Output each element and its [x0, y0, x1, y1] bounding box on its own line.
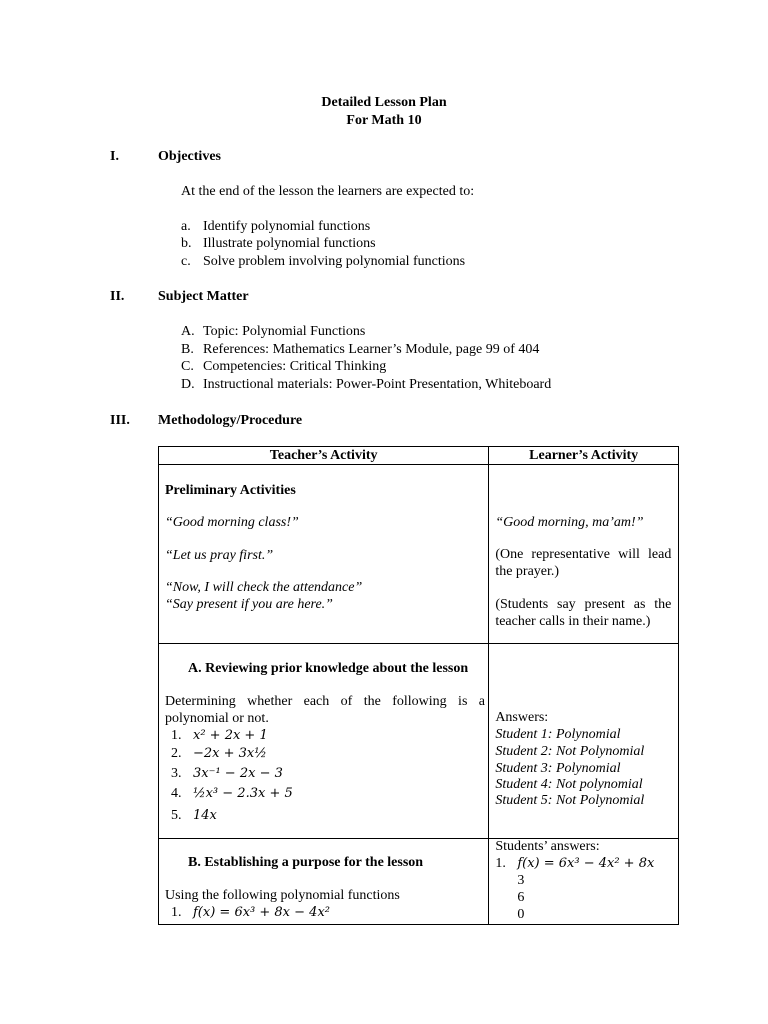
item-expression: 14x: [193, 808, 217, 823]
subject-item: [181, 376, 551, 393]
doc-subtitle: For Math 10: [346, 113, 422, 128]
objectives-intro: At the end of the lesson the learners are expected to:: [181, 184, 475, 199]
reviewing-item: [171, 745, 267, 762]
answer-line: Student 3: Polynomial: [495, 761, 621, 776]
reviewing-heading: A. Reviewing prior knowledge about the lesson: [188, 661, 469, 676]
students-answers-label: Students’ answers:: [495, 839, 600, 854]
doc-title: Detailed Lesson Plan: [321, 95, 447, 110]
section-3-numeral: III.: [110, 413, 130, 428]
item-expression: x² + 2x + 1: [193, 728, 268, 743]
reviewing-item: [171, 807, 217, 824]
table-row: [159, 839, 679, 925]
objective-text: Solve problem involving polynomial functions: [203, 254, 466, 269]
item-number: 1.: [171, 728, 182, 743]
reviewing-item: [171, 727, 268, 744]
item-number: 2.: [171, 746, 182, 761]
objective-item: [181, 218, 370, 235]
subject-label: D.: [181, 377, 195, 392]
student-value: 0: [517, 907, 525, 922]
answers-label: Answers:: [495, 710, 549, 725]
student-value: 6: [517, 890, 525, 905]
purpose-teacher-cell: [159, 839, 489, 925]
purpose-heading: B. Establishing a purpose for the lesson: [188, 855, 424, 870]
subject-item: [181, 323, 365, 340]
teacher-line: “Good morning class!”: [165, 515, 299, 530]
subject-item: [181, 341, 539, 358]
preliminary-heading: Preliminary Activities: [165, 483, 296, 498]
objective-item: [181, 253, 465, 270]
subject-text: Competencies: Critical Thinking: [203, 359, 387, 374]
item-number: 4.: [171, 786, 182, 801]
item-expression: 3x⁻¹ − 2x − 3: [193, 766, 283, 781]
purpose-learner-cell: [489, 839, 679, 925]
teacher-line: “Say present if you are here.”: [165, 597, 333, 612]
learner-line: (One representative will lead the prayer.): [495, 547, 672, 579]
teacher-line: “Let us pray first.”: [165, 548, 274, 563]
reviewing-item: [171, 765, 283, 782]
subject-text: Topic: Polynomial Functions: [203, 324, 366, 339]
subject-text: References: Mathematics Learner’s Module, page 99 of 404: [203, 342, 540, 357]
objective-item: [181, 235, 376, 252]
item-expression: −2x + 3x½: [193, 746, 267, 761]
table-row: [159, 644, 679, 839]
section-3-title: Methodology/Procedure: [158, 413, 303, 428]
subject-text: Instructional materials: Power-Point Presentation, Whiteboard: [203, 377, 552, 392]
subject-item: [181, 358, 386, 375]
objective-text: Identify polynomial functions: [203, 219, 371, 234]
item-number: 1.: [171, 905, 182, 920]
answer-line: Student 1: Polynomial: [495, 727, 621, 742]
table-header-row: [159, 447, 679, 465]
subject-label: A.: [181, 324, 195, 339]
item-expression: f(x) = 6x³ + 8x − 4x²: [193, 905, 330, 920]
section-1-title: Objectives: [158, 149, 221, 164]
section-1-numeral: I.: [110, 149, 119, 164]
reviewing-teacher-cell: [159, 644, 489, 839]
objective-text: Illustrate polynomial functions: [203, 236, 376, 251]
student-item: [495, 855, 654, 872]
objective-label: a.: [181, 219, 191, 234]
lesson-procedure-table: [158, 446, 679, 925]
preliminary-learner-cell: [489, 465, 679, 644]
item-expression: f(x) = 6x³ − 4x² + 8x: [517, 856, 655, 871]
objective-label: c.: [181, 254, 191, 269]
subject-label: B.: [181, 342, 194, 357]
learner-activity-header: Learner’s Activity: [489, 447, 679, 465]
objective-label: b.: [181, 236, 192, 251]
section-2-numeral: II.: [110, 289, 125, 304]
learner-line: “Good morning, ma’am!”: [495, 515, 644, 530]
answer-line: Student 2: Not Polynomial: [495, 744, 645, 759]
teacher-line: “Now, I will check the attendance”: [165, 580, 363, 595]
item-number: 1.: [495, 856, 506, 871]
item-number: 3.: [171, 766, 182, 781]
answer-line: Student 4: Not polynomial: [495, 777, 643, 792]
item-number: 5.: [171, 808, 182, 823]
subject-label: C.: [181, 359, 194, 374]
student-value: 3: [517, 873, 525, 888]
reviewing-item: [171, 785, 293, 802]
table-row: [159, 465, 679, 644]
learner-line: (Students say present as the teacher calls in their name.): [495, 597, 672, 629]
preliminary-teacher-cell: [159, 465, 489, 644]
answer-line: Student 5: Not Polynomial: [495, 793, 645, 808]
reviewing-learner-cell: [489, 644, 679, 839]
item-expression: ½x³ − 2.3x + 5: [193, 786, 293, 801]
section-2-title: Subject Matter: [158, 289, 249, 304]
purpose-instruction: Using the following polynomial functions: [165, 888, 400, 903]
teacher-activity-header: Teacher’s Activity: [159, 447, 489, 465]
purpose-item: [171, 904, 330, 921]
reviewing-instruction: Determining whether each of the following is a polynomial or not.: [165, 694, 485, 726]
